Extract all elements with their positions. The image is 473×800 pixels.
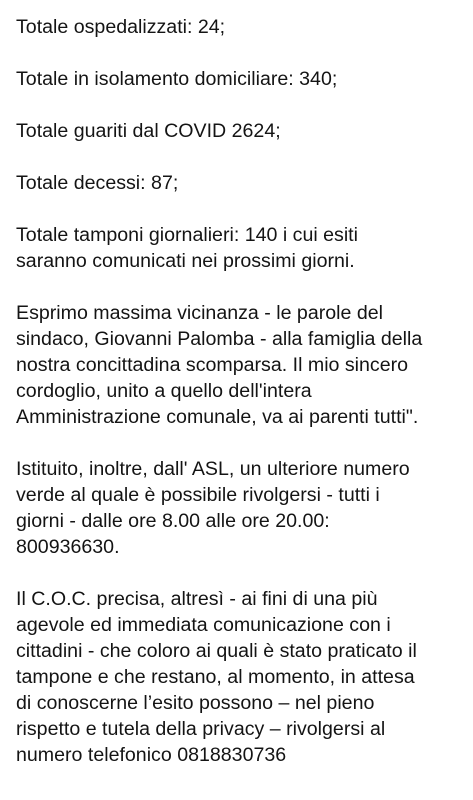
paragraph-mayor-statement — [16, 300, 468, 430]
text-line: di conoscerne l’esito possono – nel pieno — [16, 692, 375, 714]
paragraph-gap — [16, 274, 468, 300]
text-line: Totale decessi: 87; — [16, 172, 179, 194]
text-line: Totale tamponi giornalieri: 140 i cui esiti — [16, 224, 358, 246]
text-line: numero telefonico 0818830736 — [16, 744, 287, 766]
text-line: Esprimo massima vicinanza - le parole del — [16, 302, 383, 324]
paragraph-gap — [16, 430, 468, 456]
paragraph-gap — [16, 560, 468, 586]
paragraph-recovered — [16, 118, 468, 144]
text-line: rispetto e tutela della privacy – rivolgersi al — [16, 718, 386, 740]
text-line: Amministrazione comunale, va ai parenti tutti". — [16, 406, 419, 428]
paragraph-gap — [16, 144, 468, 170]
paragraph-home-isolation — [16, 66, 468, 92]
paragraph-gap — [16, 196, 468, 222]
text-line: Istituito, inoltre, dall' ASL, un ulteriore numero — [16, 458, 410, 480]
text-line: cordoglio, unito a quello dell'intera — [16, 380, 312, 402]
text-line: sindaco, Giovanni Palomba - alla famiglia della — [16, 328, 423, 350]
text-line: agevole ed immediata comunicazione con i — [16, 614, 391, 636]
paragraph-asl-hotline — [16, 456, 468, 560]
text-line: 800936630. — [16, 536, 120, 558]
text-line: Totale in isolamento domiciliare: 340; — [16, 68, 338, 90]
document-body — [16, 0, 468, 768]
text-line: verde al quale è possibile rivolgersi - tutti i — [16, 484, 380, 506]
text-line: giorni - dalle ore 8.00 alle ore 20.00: — [16, 510, 330, 532]
text-line: cittadini - che coloro ai quali è stato praticato il — [16, 640, 417, 662]
text-line: saranno comunicati nei prossimi giorni. — [16, 250, 355, 272]
paragraph-gap — [16, 40, 468, 66]
paragraph-coc-notice — [16, 586, 468, 768]
paragraph-deaths — [16, 170, 468, 196]
paragraph-hospitalized — [16, 14, 468, 40]
paragraph-gap — [16, 92, 468, 118]
paragraph-daily-swabs — [16, 222, 468, 274]
text-line: nostra concittadina scomparsa. Il mio sincero — [16, 354, 409, 376]
text-line: Totale ospedalizzati: 24; — [16, 16, 226, 38]
text-line: tampone e che restano, al momento, in attesa — [16, 666, 415, 688]
text-line: Il C.O.C. precisa, altresì - ai fini di una più — [16, 588, 378, 610]
text-line: Totale guariti dal COVID 2624; — [16, 120, 281, 142]
